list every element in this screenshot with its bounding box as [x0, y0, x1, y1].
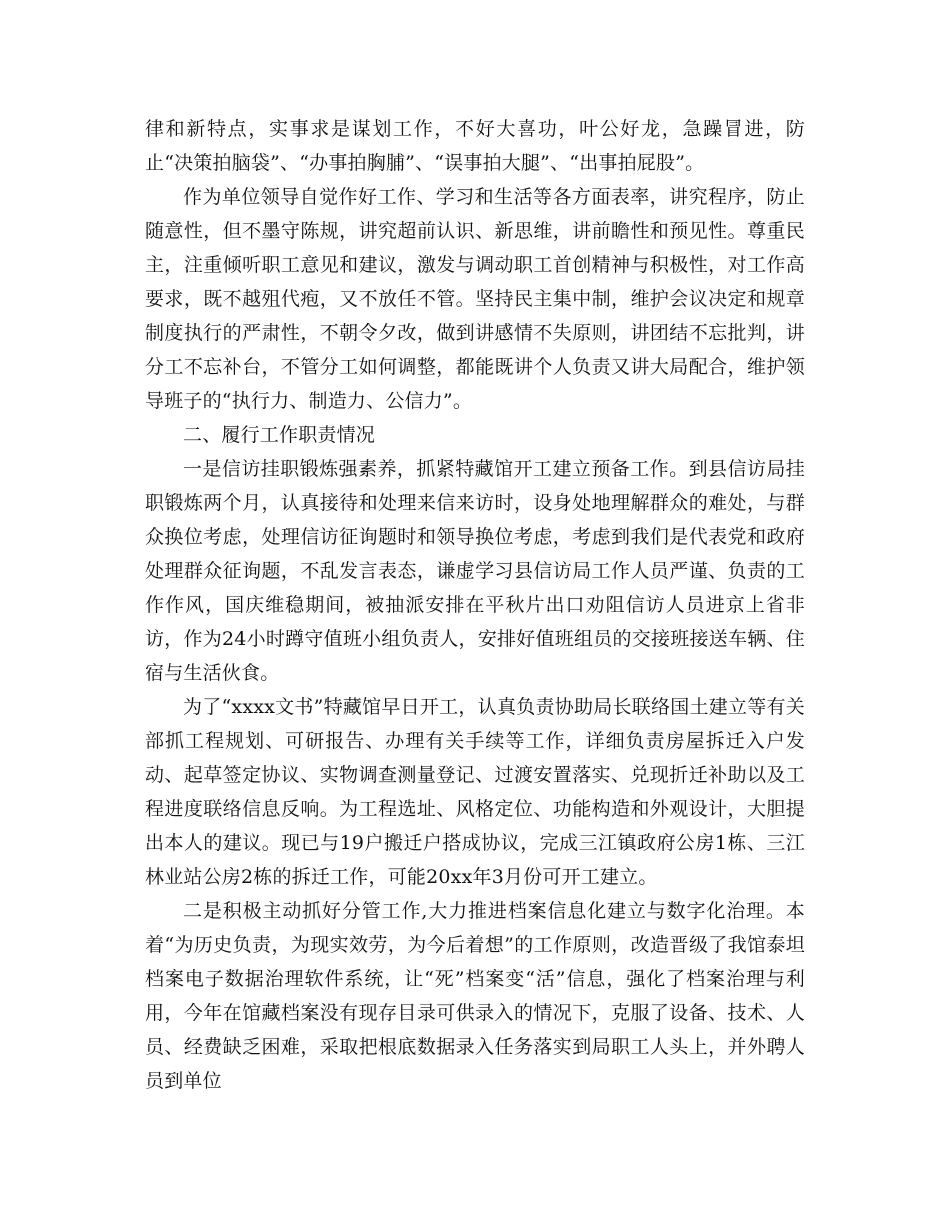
paragraph-leadership: 作为单位领导自觉作好工作、学习和生活等各方面表率，讲究程序，防止随意性，但不墨守陈规，讲究超前认识、新思维，讲前瞻性和预见性。尊重民主，注重倾听职工意见和建议，激发与调动职工首创精神与积极性，对工作高要求，既不越殂代疱，又不放任不管。坚持民主集中制，维护会议决定和规章制度执行的严肃性，不朝令夕改，做到讲感情不失原则，讲团结不忘批判，讲分工不忘补台，不管分工如何调整，都能既讲个人负责又讲大局配合，维护领导班子的“执行力、制造力、公信力”。 — [145, 186, 805, 412]
paragraph-archives: 二是积极主动抓好分管工作,大力推进档案信息化建立与数字化治理。本着“为历史负责，为现实效劳，为今后着想”的工作原则，改造晋级了我馆泰坦档案电子数据治理软件系统，让“死”档案变“活”信息，强化了档案治理与利用，今年在馆藏档案没有现存目录可供录入的情况下，克服了设备、技术、人员、经费缺乏困难，采取把根底数据录入任务落实到局职工人头上，并外聘人员到单位 — [145, 900, 805, 1092]
document-body — [145, 112, 805, 1098]
paragraph-continuation: 律和新特点，实事求是谋划工作，不好大喜功，叶公好龙，急躁冒进，防止“决策拍脑袋”、“办事拍胸脯”、“误事拍大腿”、“出事拍屁股”。 — [145, 118, 805, 174]
paragraph-museum: 为了“xxxx文书”特藏馆早日开工，认真负责协助局长联络国土建立等有关部抓工程规划、可研报告、办理有关手续等工作，详细负责房屋拆迁入户发动、起草签定协议、实物调查测量登记、过渡安置落实、兑现折迁补助以及工程进度联络信息反响。为工程选址、风格定位、功能构造和外观设计，大胆提出本人的建议。现已与19户搬迁户搭成协议，完成三江镇政府公房1栋、三江林业站公房2栋的拆迁工作，可能20xx年3月份可开工建立。 — [145, 696, 805, 888]
section-heading: 二、履行工作职责情况 — [183, 424, 376, 446]
paragraph-petition: 一是信访挂职锻炼强素养，抓紧特藏馆开工建立预备工作。到县信访局挂职锻炼两个月，认真接待和处理来信来访时，设身处地理解群众的难处，与群众换位考虑，处理信访征询题时和领导换位考虑，考虑到我们是代表党和政府处理群众征询题，不乱发言表态，谦虚学习县信访局工作人员严谨、负责的工作作风，国庆维稳期间，被抽派安排在平秋片出口劝阻信访人员进京上省非访，作为24小时蹲守值班小组负责人，安排好值班组员的交接班接送车辆、住宿与生活伙食。 — [145, 458, 805, 684]
